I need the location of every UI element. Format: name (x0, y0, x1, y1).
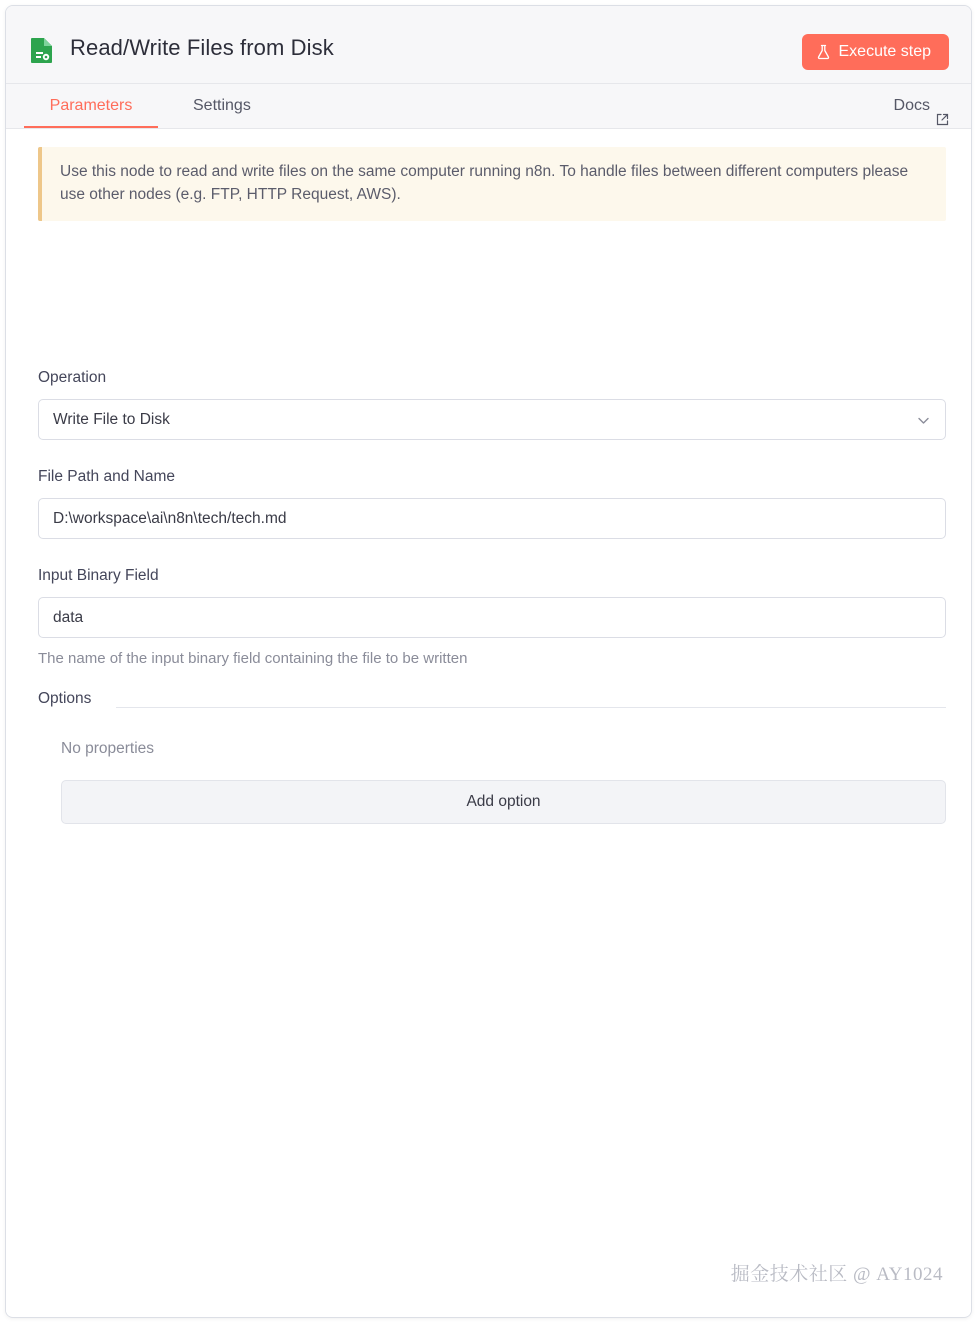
tab-settings[interactable]: Settings (193, 97, 251, 114)
tab-parameters[interactable]: Parameters (24, 84, 158, 128)
file-path-input[interactable] (38, 498, 946, 539)
page-title: Read/Write Files from Disk (70, 35, 334, 60)
input-binary-field-value: data (53, 608, 84, 626)
chevron-down-icon (916, 413, 931, 428)
input-binary-field-label: Input Binary Field (38, 567, 159, 584)
file-disk-icon (26, 34, 58, 66)
panel-header (6, 6, 971, 84)
file-path-value: D:\workspace\ai\n8n\tech/tech.md (53, 509, 287, 527)
input-binary-field-input[interactable] (38, 597, 946, 638)
execute-step-button[interactable] (802, 34, 950, 70)
input-binary-field-hint: The name of the input binary field containing the file to be written (38, 650, 468, 667)
watermark: 掘金技术社区 @ AY1024 (730, 1264, 943, 1285)
operation-value: Write File to Disk (53, 410, 170, 428)
tab-bar (6, 84, 971, 129)
info-notice: Use this node to read and write files on the same computer running n8n. To handle files between different computers please use other nodes (e.g. FTP, HTTP Request, AWS). (38, 147, 946, 221)
flask-icon (816, 44, 831, 60)
options-divider (116, 707, 946, 708)
docs-label: Docs (893, 97, 930, 114)
external-link-icon (936, 100, 949, 113)
panel-body (6, 129, 971, 1316)
docs-link[interactable] (894, 84, 949, 128)
operation-select[interactable] (38, 399, 946, 440)
options-title: Options (38, 690, 92, 707)
execute-step-label: Execute step (838, 43, 931, 60)
file-path-label: File Path and Name (38, 468, 175, 485)
add-option-button[interactable]: Add option (61, 780, 946, 824)
node-details-panel (5, 5, 972, 1318)
operation-label: Operation (38, 369, 107, 386)
no-properties-text: No properties (61, 740, 155, 757)
